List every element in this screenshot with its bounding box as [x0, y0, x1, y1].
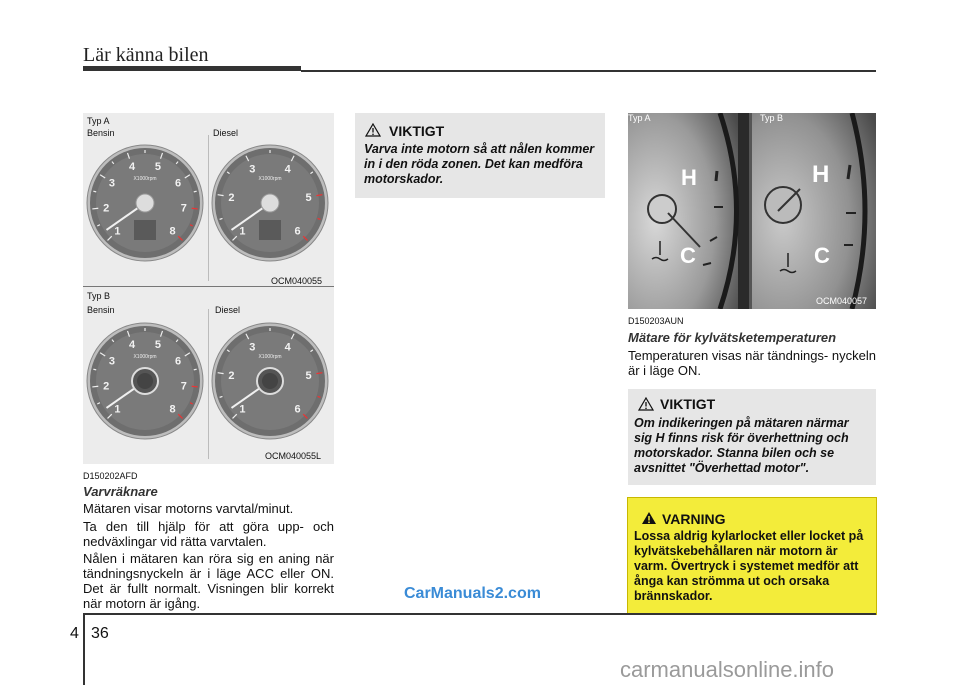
gauge-tick-label: 5	[154, 339, 161, 352]
footer-rule	[83, 613, 876, 615]
footer-vrule	[83, 613, 85, 685]
gauge-rpm-label: X1000rpm	[133, 353, 157, 360]
diesel-label-b: Diesel	[215, 305, 241, 315]
gauge-tick	[194, 191, 197, 192]
gauge-tick-label: 5	[154, 161, 161, 174]
gauge-tick-label: 6	[294, 225, 301, 238]
gauge-tick-label: 6	[294, 403, 301, 416]
diesel-label-a: Diesel	[213, 128, 239, 138]
temp-type-a-label: Typ A	[628, 113, 651, 123]
section-code-right: D150203AUN	[628, 316, 684, 326]
figure-code-top: OCM040055	[271, 276, 323, 286]
temperature-gauges-svg	[628, 113, 876, 309]
gauge-tick	[92, 386, 98, 387]
watermark-carmanualsonline: carmanualsonline.info	[620, 657, 835, 682]
section-code-left: D150202AFD	[83, 471, 138, 481]
gauge-tick-label: 4	[129, 161, 136, 174]
gauge-tick-label: 6	[174, 177, 182, 190]
gauge-tick-label: 2	[103, 380, 110, 393]
temp-h-label-b: H	[812, 161, 830, 188]
temperature-heading: Mätare för kylvätsketemperaturen	[628, 330, 837, 345]
tachometer-text-3: Nålen i mätaren kan röra sig en aning när tändningsnyckeln är i läge ACC eller ON. Det är fullt normalt. Visningen blir korrekt när motorn är igång.	[83, 551, 334, 611]
gauge-display	[259, 220, 281, 240]
warning-triangle-icon	[641, 511, 657, 525]
page-number: 36	[91, 625, 109, 642]
temp-h-label-a: H	[681, 165, 697, 190]
gauge-tick-label: 5	[305, 369, 312, 382]
gauge-tick-label: 8	[169, 403, 176, 416]
gauge-tick-label: 1	[114, 225, 121, 238]
temp-figure-code: OCM040057	[816, 296, 868, 306]
gauge-hub-inner	[137, 373, 153, 389]
gauge-tick-label: 7	[180, 202, 187, 215]
type-a-label: Typ A	[87, 116, 110, 126]
gauge-tick	[192, 208, 198, 209]
section-number: 4	[70, 625, 79, 642]
important-notice-2-body: Om indikeringen på mätaren närmar sig H finns risk för överhettning och motorskador. Stanna bilen och se avsnittet "Överhettad motor".	[634, 416, 849, 475]
header-rule	[301, 70, 876, 72]
gauge-tick	[92, 208, 98, 209]
bensin-label-a: Bensin	[87, 128, 115, 138]
watermark-carmanuals2: CarManuals2.com	[404, 585, 541, 602]
important-notice-1-body: Varva inte motorn så att nålen kommer in i den röda zonen. Det kan medföra motorskador.	[364, 142, 595, 186]
gauge-tick	[93, 191, 96, 192]
gauge-display	[134, 220, 156, 240]
tachometer-text-1: Mätaren visar motorns varvtal/minut.	[83, 501, 294, 516]
gauge-tick-label: 1	[114, 403, 121, 416]
temperature-text-1: Temperaturen visas när tändnings- nyckeln är i läge ON.	[628, 348, 876, 378]
gauge-tick-label: 2	[228, 191, 235, 204]
tachometer-gauges-svg	[83, 113, 334, 464]
warning-title: VARNING	[662, 511, 726, 527]
warning-box	[627, 497, 877, 615]
temperature-figure	[628, 113, 876, 309]
bensin-label-b: Bensin	[87, 305, 115, 315]
page-header-title: Lär känna bilen	[83, 44, 209, 66]
tachometer-text-2: Ta den till hjälp för att göra upp- och nedväxlingar vid rätta varvtalen.	[83, 519, 334, 549]
important-notice-2-title: VIKTIGT	[660, 396, 716, 412]
temp-c-label-a: C	[680, 243, 696, 268]
tachometer-figure	[83, 113, 334, 464]
caution-triangle-icon	[638, 397, 654, 411]
gauge-tick-label: 3	[108, 355, 116, 368]
header-bar	[83, 66, 301, 71]
type-b-label: Typ B	[87, 291, 111, 301]
gauge-tick	[192, 386, 198, 387]
gauge-tick	[194, 369, 197, 370]
gauge-hub	[136, 194, 154, 212]
gauge-tick-label: 2	[228, 369, 235, 382]
important-notice-2	[628, 389, 876, 485]
gauge-tick-label: 6	[174, 355, 182, 368]
important-notice-1	[355, 113, 605, 198]
gauge-tick-label: 1	[239, 225, 246, 238]
gauge-tick-label: 3	[249, 341, 256, 354]
gauge-tick-label: 7	[180, 380, 187, 393]
warning-body: Lossa aldrig kylarlocket eller locket på kylvätskebehållaren när motorn är varm. Övertryck i systemet medför att ånga kan strömma ut och orsaka brännskador.	[634, 529, 864, 603]
important-notice-1-title: VIKTIGT	[389, 123, 445, 139]
gauge-tick-label: 8	[169, 225, 176, 238]
gauge-rpm-label: X1000rpm	[133, 175, 157, 182]
tachometer-heading: Varvräknare	[83, 484, 158, 499]
temp-c-label-b: C	[814, 243, 830, 268]
gauge-tick-label: 1	[239, 403, 246, 416]
gauge-tick-label: 2	[103, 202, 110, 215]
gauge-rpm-label: X1000rpm	[258, 353, 282, 360]
gauge-tick-label: 4	[129, 339, 136, 352]
gauge-tick-label: 3	[108, 177, 116, 190]
gauge-tick	[93, 369, 96, 370]
figure-code-bottom: OCM040055L	[265, 451, 322, 461]
temp-type-b-label: Typ B	[760, 113, 784, 123]
gauge-hub-inner	[262, 373, 278, 389]
gauge-tick-label: 3	[249, 163, 256, 176]
gauge-hub	[261, 194, 279, 212]
gauge-rpm-label: X1000rpm	[258, 175, 282, 182]
gauge-tick-label: 4	[284, 163, 291, 176]
gauge-tick-label: 4	[284, 341, 291, 354]
caution-triangle-icon	[365, 123, 381, 137]
gauge-tick-label: 5	[305, 191, 312, 204]
